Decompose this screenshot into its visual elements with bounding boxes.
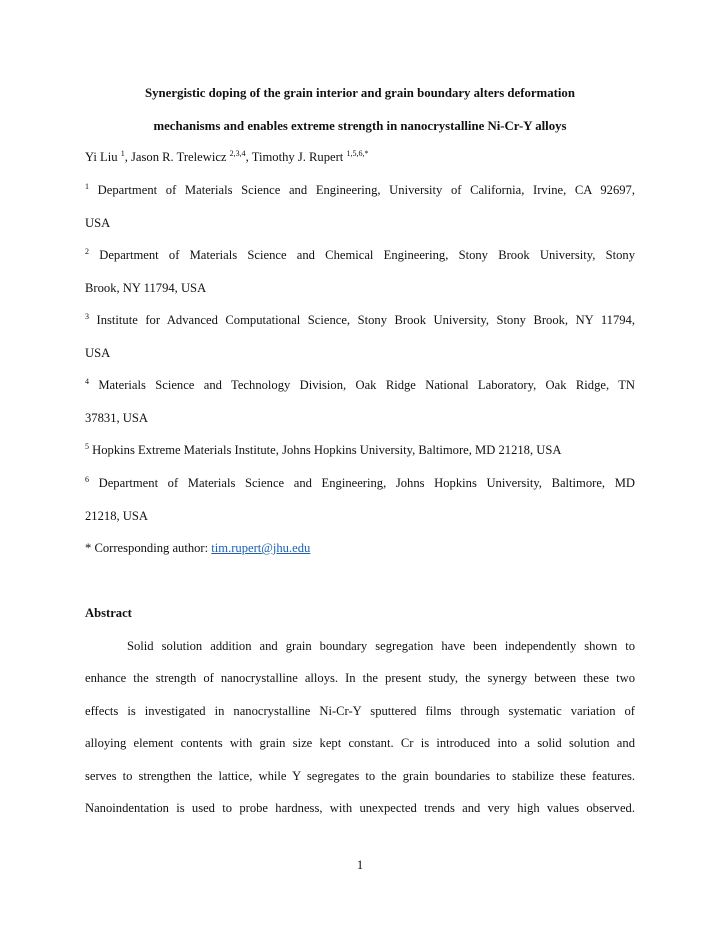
- affiliation-1-continued: USA: [85, 216, 111, 230]
- affiliation-6: [85, 476, 635, 491]
- corresponding-author-label: * Corresponding author:: [85, 541, 209, 555]
- abstract-heading: Abstract: [85, 606, 132, 620]
- paper-title-line-1: Synergistic doping of the grain interior and grain boundary alters deformation: [145, 86, 575, 100]
- abstract-line: enhance the strength of nanocrystalline alloys. In the present study, the synergy between these two: [85, 671, 635, 685]
- affiliation-4: [85, 378, 635, 393]
- affiliation-text: Materials Science and Technology Division, Oak Ridge National Laboratory, Oak Ridge, TN: [98, 378, 635, 392]
- affiliation-text: Department of Materials Science and Engineering, Johns Hopkins University, Baltimore, MD: [98, 476, 635, 490]
- affiliation-2-continued: Brook, NY 11794, USA: [85, 281, 207, 295]
- paper-title-line-2: mechanisms and enables extreme strength in nanocrystalline Ni-Cr-Y alloys: [153, 119, 567, 133]
- affiliation-marker: 5: [85, 442, 89, 451]
- affiliation-text: Department of Materials Science and Engineering, University of California, Irvine, CA 92697,: [97, 183, 635, 197]
- affiliation-4-continued: 37831, USA: [85, 411, 148, 425]
- affiliation-marker: 1: [85, 182, 89, 191]
- author-name: Timothy J. Rupert: [251, 150, 344, 164]
- author-name: Jason R. Trelewicz: [131, 150, 227, 164]
- abstract-line: effects is investigated in nanocrystalline Ni-Cr-Y sputtered films through systematic variation of: [85, 704, 635, 718]
- corresponding-author-email-link[interactable]: tim.rupert@jhu.edu: [211, 541, 311, 555]
- affiliation-text: Department of Materials Science and Chemical Engineering, Stony Brook University, Stony: [99, 248, 636, 262]
- affiliation-marker: 2: [85, 247, 89, 256]
- affiliation-marker: 3: [85, 312, 89, 321]
- corresponding-author: [85, 541, 635, 556]
- affiliation-3: [85, 313, 635, 328]
- affiliation-text: Hopkins Extreme Materials Institute, Johns Hopkins University, Baltimore, MD 21218, USA: [92, 443, 562, 457]
- abstract-line: Nanoindentation is used to probe hardness, with unexpected trends and very high values observed.: [85, 801, 635, 815]
- author-affiliation-marker: 1,5,6,*: [346, 149, 369, 158]
- affiliation-6-continued: 21218, USA: [85, 509, 148, 523]
- affiliation-marker: 4: [85, 377, 89, 386]
- affiliation-marker: 6: [85, 475, 89, 484]
- affiliation-3-continued: USA: [85, 346, 111, 360]
- affiliation-2: [85, 248, 635, 263]
- author-name: Yi Liu: [85, 150, 118, 164]
- affiliation-text: Institute for Advanced Computational Science, Stony Brook University, Stony Brook, NY 11794,: [96, 313, 635, 327]
- author-list: Yi Liu $^1$, Jason R. Trelewicz $^{2,3,4}$, Timothy J. Rupert $^{1,5,6,*}$: [85, 149, 369, 164]
- abstract-line: Solid solution addition and grain boundary segregation have been independently shown to: [127, 639, 635, 653]
- author-affiliation-marker: 2,3,4: [229, 149, 246, 158]
- author-affiliation-marker: 1: [120, 149, 125, 158]
- affiliation-5: [85, 443, 635, 458]
- page-number: 1: [356, 858, 364, 872]
- abstract-line: alloying element contents with grain size kept constant. Cr is introduced into a solid solution and: [85, 736, 635, 750]
- affiliation-1: [85, 183, 635, 198]
- abstract-line: serves to strengthen the lattice, while Y segregates to the grain boundaries to stabilize these features.: [85, 769, 635, 783]
